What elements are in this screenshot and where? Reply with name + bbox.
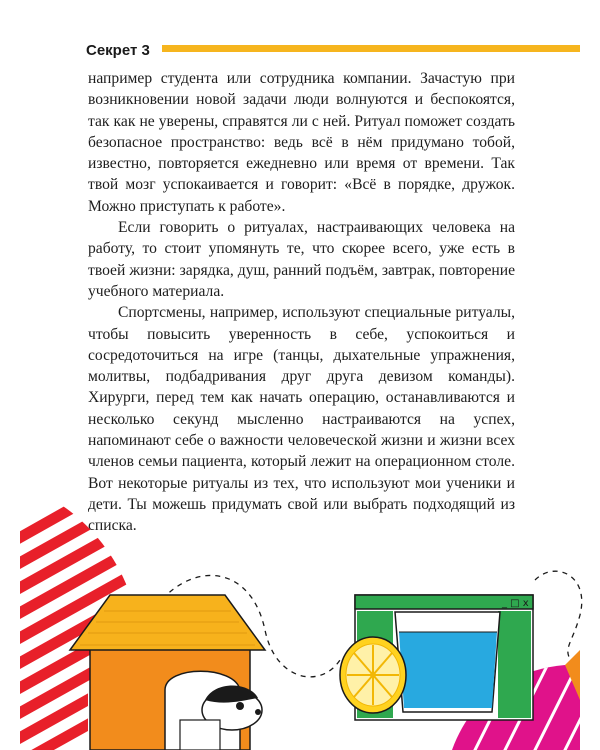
paragraph-1: например студента или сотрудника компании. Зачастую при возникновении новой задачи люди волнуются и беспокоятся, так как не уверены, справятся ли с ней. Ритуал поможет создать безопасное пространство: ведь всё в нём придумано тобой, известно, повторяется ежедневно или время от времени. Так твой мозг успокаивается и говорит: «Всё в порядке, дружок. Можно приступать к работе».: [88, 70, 515, 215]
paragraph-3: Спортсмены, например, используют специальные ритуалы, чтобы повысить уверенность в себе, успокоиться и сосредоточиться на игре (танцы, дыхательные упражнения, молитвы, подбадривания друг друга девизом команды). Хирурги, перед тем как начать операцию, останавливаются и несколько секунд мысленно настраиваются на успех, напоминают себе о важности человеческой жизни и жизни всех членов семьи пациента, который лежит на операционном столе. Вот некоторые ритуалы из тех, что используют мои ученики и дети. Ты можешь придумать свой или выбрать подходящий из списка.: [88, 304, 515, 535]
lemon-icon: [340, 637, 406, 713]
section-label: Секрет 3: [86, 42, 150, 59]
svg-text:_ □ x: _ □ x: [502, 598, 529, 609]
paragraph-2: Если говорить о ритуалах, настраивающих человека на работу, то стоит упомянуть те, что скорее всего, уже есть в твоей жизни: зарядка, душ, ранний подъём, завтрак, повторение учебного материала.: [88, 219, 515, 300]
dashed-line-right: [535, 571, 582, 665]
water-glass-icon: [395, 612, 500, 712]
